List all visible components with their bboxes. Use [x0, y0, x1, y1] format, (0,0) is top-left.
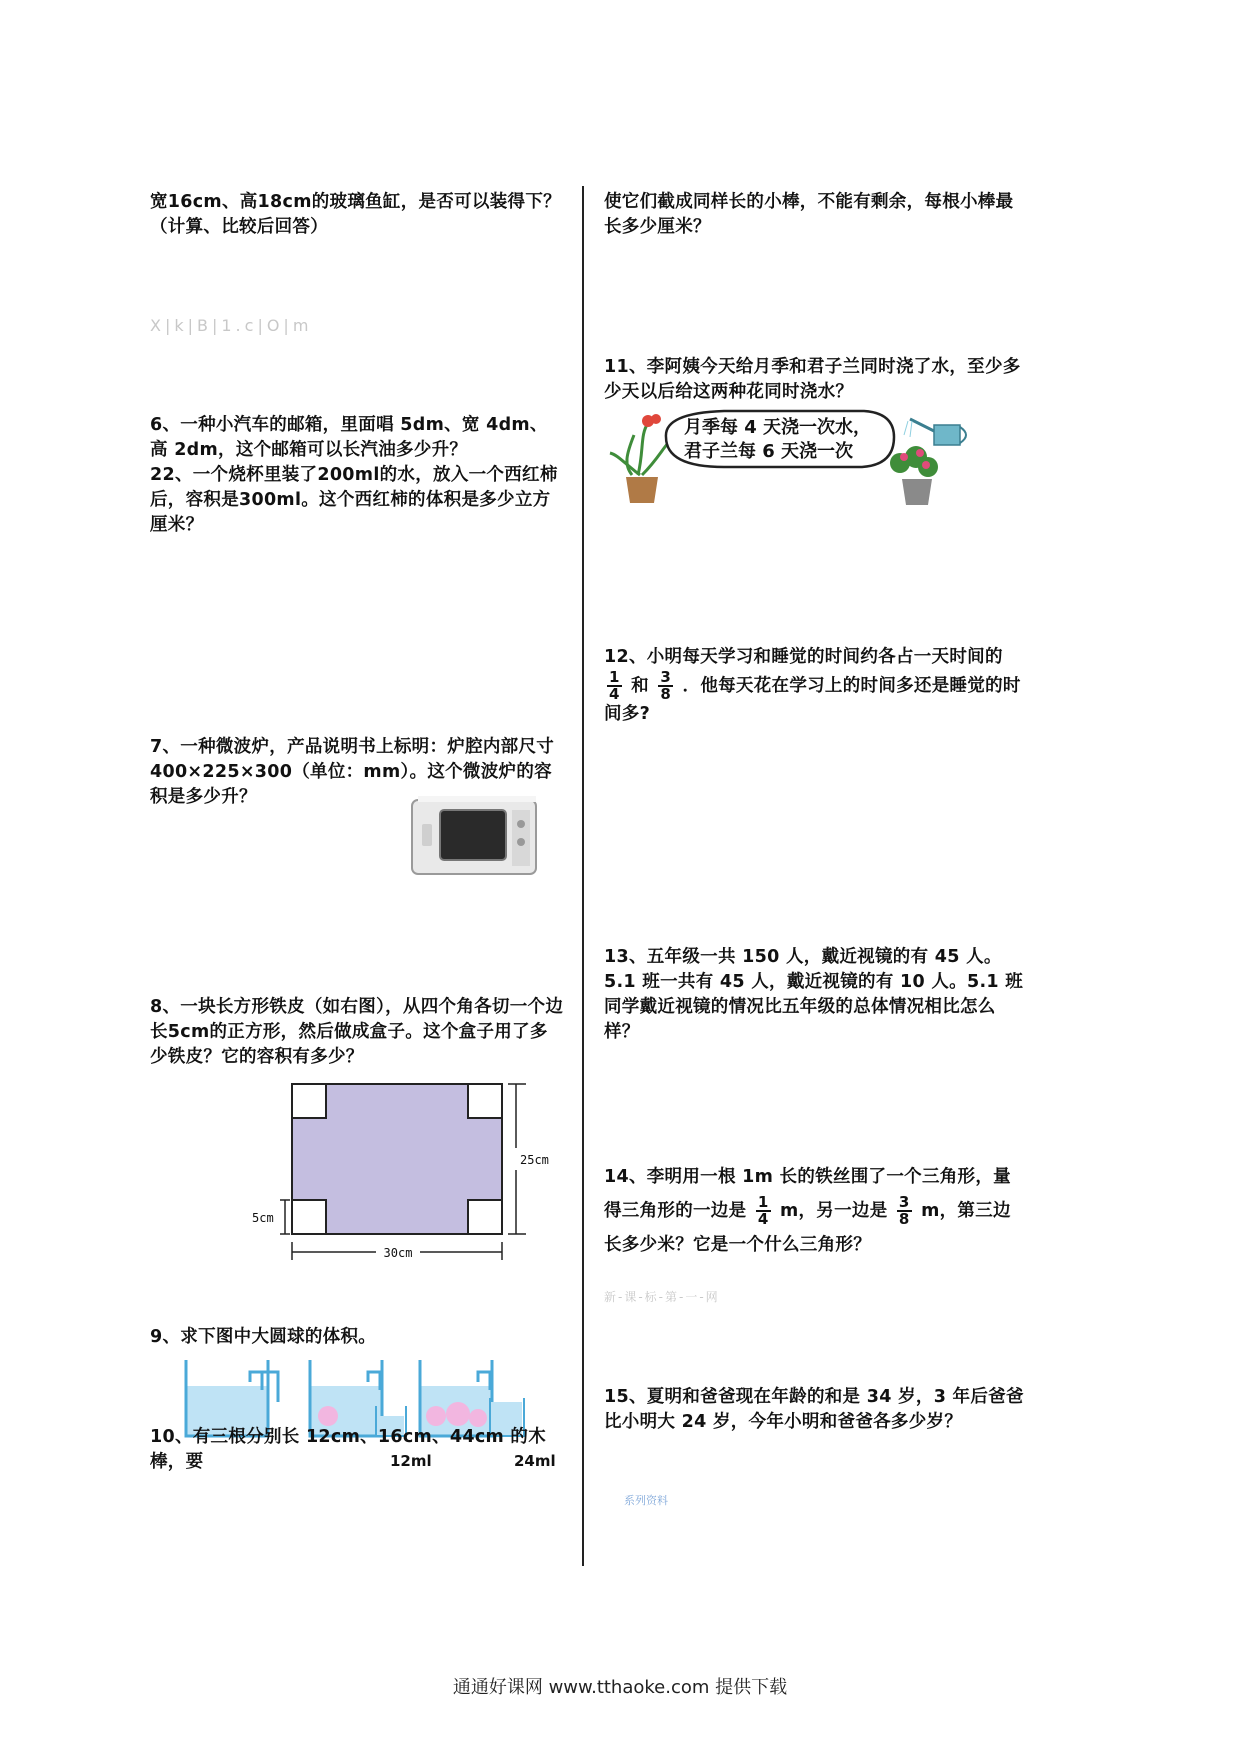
watermark-xkb-cn: 新-课-标-第-一-网 — [604, 1290, 720, 1304]
question-11: 11、李阿姨今天给月季和君子兰同时浇了水，至少多少天以后给这两种花同时浇水？ — [604, 357, 1021, 402]
question-15: 15、夏明和爸爸现在年龄的和是 34 岁，3 年后爸爸比小明大 24 岁，今年小明和爸爸各多少岁？ — [604, 1387, 1024, 1432]
watermark-series: 系列资料 — [624, 1494, 668, 1507]
q14-text-a: 14、李明用一根 1m 长的铁丝围了一个三角形，量得三角形的一边是 — [604, 1167, 1011, 1221]
question-12 — [604, 645, 1024, 727]
q5-line1: 宽16cm、高18cm的玻璃鱼缸，是否可以装得下？ — [150, 192, 561, 212]
question-13: 13、五年级一共 150 人，戴近视镜的有 45 人。5.1 班一共有 45 人，戴近视镜的有 10 人。5.1 班同学戴近视镜的情况比五年级的总体情况相比怎么样？ — [604, 947, 1024, 1042]
fraction-3-8 — [658, 670, 673, 702]
q12-text-b: ．他每天花在学习上的时间多还是睡觉的时间多? — [604, 676, 1021, 724]
question-7: 7、一种微波炉，产品说明书上标明：炉腔内部尺寸 400×225×300（单位：mm）。这个微波炉的容积是多少升？ — [150, 737, 555, 807]
q14-f1-den: 4 — [757, 1210, 769, 1228]
watermark-xkb: X|k|B|1.c|O|m — [150, 316, 313, 335]
label-5cm: 5cm — [252, 1211, 274, 1225]
q14-f1-num: 1 — [757, 1193, 769, 1211]
watering-can-icon — [904, 419, 966, 445]
bubble-line1: 月季每 4 天浇一次水， — [684, 417, 872, 438]
label-12ml: 12ml — [390, 1452, 432, 1470]
flower-pots-illustration — [604, 405, 1024, 515]
column-divider — [582, 186, 584, 1566]
question-10: 10、有三根分别长 12cm、16cm、44cm 的木棒，要 — [150, 1427, 547, 1472]
label-25cm: 25cm — [520, 1153, 549, 1167]
q12-f1-num: 1 — [609, 668, 620, 686]
q12-text-a: 12、小明每天学习和睡觉的时间约各占一天时间的 — [604, 647, 1003, 667]
amaryllis-pot-icon — [610, 414, 674, 503]
footer-source: 通通好课网 www.tthaoke.com 提供下载 — [452, 1677, 788, 1698]
fraction-1-4 — [607, 670, 622, 702]
q14-text-c: m，第三边长多少米？它是一个什么三角形？ — [604, 1201, 1011, 1255]
rose-pot-icon — [890, 446, 938, 505]
iron-sheet-diagram — [250, 1080, 570, 1270]
question-5-continued — [150, 190, 565, 240]
question-9: 9、求下图中大圆球的体积。 — [150, 1327, 377, 1347]
q12-f1-den: 4 — [609, 685, 620, 703]
bubble-line2: 君子兰每 6 天浇一次 — [684, 441, 854, 462]
question-22: 22、一个烧杯里装了200ml的水，放入一个西红柿后，容积是300ml。这个西红柿的体积是多少立方厘米？ — [150, 465, 558, 535]
question-8: 8、一块长方形铁皮（如右图），从四个角各切一个边长5cm的正方形，然后做成盒子。这个盒子用了多少铁皮？它的容积有多少？ — [150, 997, 564, 1067]
label-30cm: 30cm — [383, 1246, 413, 1260]
fraction-3-8-q14 — [897, 1195, 912, 1227]
q12-and: 和 — [631, 676, 649, 696]
label-24ml: 24ml — [514, 1452, 556, 1470]
q14-f2-den: 8 — [898, 1210, 910, 1228]
q5-line2: （计算、比较后回答） — [150, 217, 328, 237]
q14-text-b: m，另一边是 — [779, 1201, 888, 1221]
q14-f2-num: 3 — [898, 1193, 910, 1211]
question-6: 6、一种小汽车的邮箱，里面唱 5dm、宽 4dm、高 2dm，这个邮箱可以长汽油多少升？ — [150, 415, 548, 460]
q12-f2-den: 8 — [660, 685, 672, 703]
question-14 — [604, 1160, 1024, 1262]
microwave-image — [410, 794, 540, 878]
q12-f2-num: 3 — [660, 668, 672, 686]
question-10-continued: 使它们截成同样长的小棒，不能有剩余，每根小棒最长多少厘米？ — [604, 192, 1014, 237]
fraction-1-4-q14 — [756, 1195, 771, 1227]
